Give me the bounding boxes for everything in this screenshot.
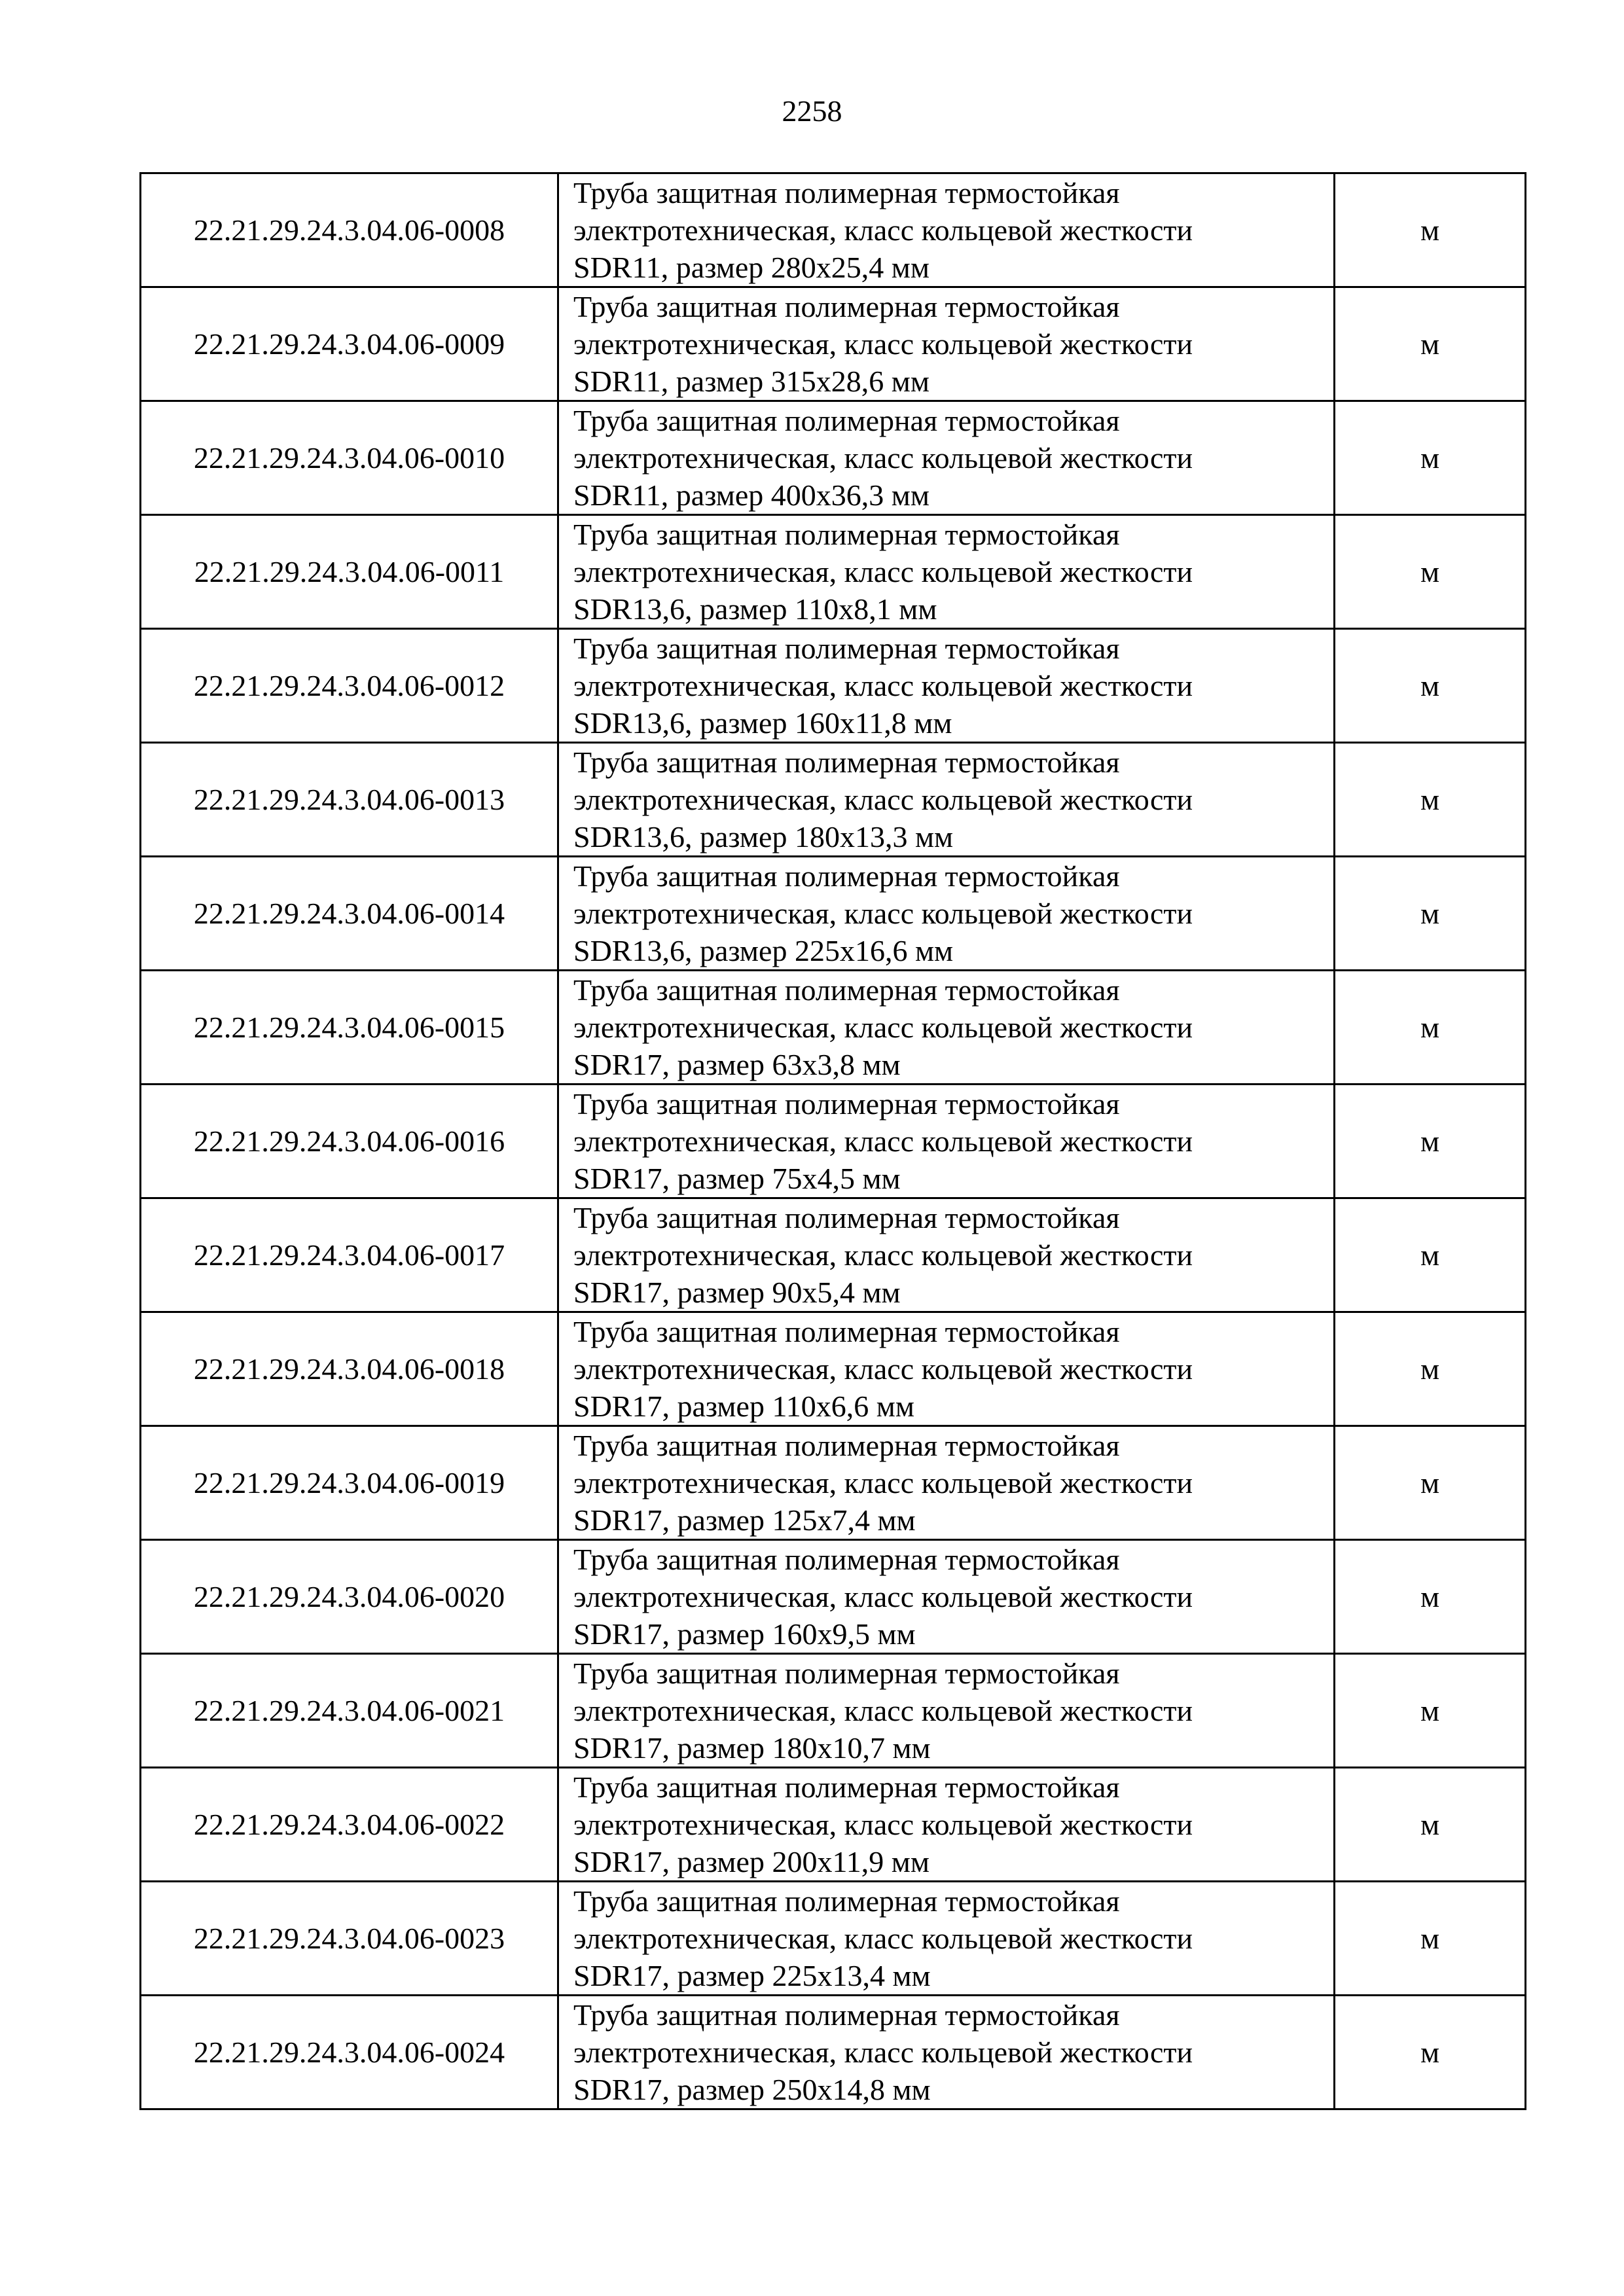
description-line: электротехническая, класс кольцевой жесткости — [573, 555, 1193, 588]
description-line: SDR17, размер 180х10,7 мм — [573, 1731, 931, 1765]
description-line: Труба защитная полимерная термостойкая — [573, 1087, 1120, 1121]
description-line: Труба защитная полимерная термостойкая — [573, 290, 1120, 323]
description-line: SDR11, размер 315х28,6 мм — [573, 365, 929, 398]
table-row — [141, 971, 1526, 1085]
description-line: SDR13,6, размер 160х11,8 мм — [573, 706, 952, 740]
table-row — [141, 1198, 1526, 1312]
row-description — [558, 1426, 1335, 1540]
description-line: SDR17, размер 160х9,5 мм — [573, 1617, 916, 1651]
description-line: Труба защитная полимерная термостойкая — [573, 1315, 1120, 1348]
row-unit: м — [1335, 1654, 1526, 1768]
description-line: SDR17, размер 75х4,5 мм — [573, 1162, 901, 1195]
table-row — [141, 629, 1526, 743]
description-line: SDR17, размер 125х7,4 мм — [573, 1503, 916, 1537]
row-description — [558, 173, 1335, 287]
row-unit: м — [1335, 287, 1526, 401]
table-row — [141, 1654, 1526, 1768]
row-unit: м — [1335, 743, 1526, 857]
row-code: 22.21.29.24.3.04.06-0021 — [141, 1654, 558, 1768]
description-line: SDR17, размер 225х13,4 мм — [573, 1959, 931, 1992]
row-description — [558, 515, 1335, 629]
row-description — [558, 1085, 1335, 1198]
row-unit: м — [1335, 515, 1526, 629]
description-line: SDR17, размер 90х5,4 мм — [573, 1276, 901, 1309]
description-line: электротехническая, класс кольцевой жесткости — [573, 783, 1193, 816]
description-line: Труба защитная полимерная термостойкая — [573, 745, 1120, 779]
row-code: 22.21.29.24.3.04.06-0012 — [141, 629, 558, 743]
table-row — [141, 173, 1526, 287]
row-code: 22.21.29.24.3.04.06-0010 — [141, 401, 558, 515]
description-line: Труба защитная полимерная термостойкая — [573, 1657, 1120, 1690]
row-description — [558, 1768, 1335, 1882]
description-line: SDR13,6, размер 225х16,6 мм — [573, 934, 954, 967]
description-line: SDR17, размер 200х11,9 мм — [573, 1845, 929, 1878]
row-description — [558, 1654, 1335, 1768]
description-line: электротехническая, класс кольцевой жесткости — [573, 213, 1193, 247]
description-line: электротехническая, класс кольцевой жесткости — [573, 1808, 1193, 1841]
description-line: SDR11, размер 400х36,3 мм — [573, 478, 929, 512]
row-code: 22.21.29.24.3.04.06-0016 — [141, 1085, 558, 1198]
description-line: электротехническая, класс кольцевой жесткости — [573, 1124, 1193, 1158]
row-unit: м — [1335, 1085, 1526, 1198]
description-line: SDR13,6, размер 180х13,3 мм — [573, 820, 954, 853]
row-unit: м — [1335, 629, 1526, 743]
description-line: электротехническая, класс кольцевой жесткости — [573, 1466, 1193, 1499]
row-unit: м — [1335, 1996, 1526, 2109]
material-spec-table — [139, 172, 1526, 2110]
row-unit: м — [1335, 1198, 1526, 1312]
table-row — [141, 857, 1526, 971]
table-row — [141, 515, 1526, 629]
row-description — [558, 971, 1335, 1085]
row-code: 22.21.29.24.3.04.06-0022 — [141, 1768, 558, 1882]
row-unit: м — [1335, 1882, 1526, 1996]
row-code: 22.21.29.24.3.04.06-0015 — [141, 971, 558, 1085]
row-description — [558, 629, 1335, 743]
description-line: Труба защитная полимерная термостойкая — [573, 1998, 1120, 2032]
table-row — [141, 1540, 1526, 1654]
table-body — [141, 173, 1526, 2109]
row-description — [558, 1198, 1335, 1312]
description-line: SDR17, размер 63х3,8 мм — [573, 1048, 901, 1081]
description-line: SDR13,6, размер 110х8,1 мм — [573, 592, 937, 626]
row-code: 22.21.29.24.3.04.06-0014 — [141, 857, 558, 971]
description-line: Труба защитная полимерная термостойкая — [573, 176, 1120, 209]
table-row — [141, 1312, 1526, 1426]
page-number: 2258 — [782, 94, 842, 128]
row-unit: м — [1335, 173, 1526, 287]
row-code: 22.21.29.24.3.04.06-0020 — [141, 1540, 558, 1654]
row-unit: м — [1335, 1768, 1526, 1882]
description-line: электротехническая, класс кольцевой жесткости — [573, 441, 1193, 475]
row-code: 22.21.29.24.3.04.06-0017 — [141, 1198, 558, 1312]
description-line: электротехническая, класс кольцевой жесткости — [573, 897, 1193, 930]
description-line: SDR17, размер 110х6,6 мм — [573, 1390, 914, 1423]
description-line: SDR11, размер 280х25,4 мм — [573, 251, 929, 284]
description-line: электротехническая, класс кольцевой жесткости — [573, 327, 1193, 361]
table-row — [141, 1426, 1526, 1540]
table-row — [141, 1768, 1526, 1882]
description-line: SDR17, размер 250х14,8 мм — [573, 2073, 931, 2106]
row-code: 22.21.29.24.3.04.06-0019 — [141, 1426, 558, 1540]
description-line: Труба защитная полимерная термостойкая — [573, 1201, 1120, 1234]
description-line: Труба защитная полимерная термостойкая — [573, 404, 1120, 437]
description-line: Труба защитная полимерная термостойкая — [573, 973, 1120, 1007]
row-code: 22.21.29.24.3.04.06-0008 — [141, 173, 558, 287]
description-line: электротехническая, класс кольцевой жесткости — [573, 1580, 1193, 1613]
row-description — [558, 743, 1335, 857]
row-description — [558, 1996, 1335, 2109]
row-unit: м — [1335, 857, 1526, 971]
description-line: электротехническая, класс кольцевой жесткости — [573, 1238, 1193, 1272]
description-line: Труба защитная полимерная термостойкая — [573, 1543, 1120, 1576]
row-code: 22.21.29.24.3.04.06-0011 — [141, 515, 558, 629]
row-unit: м — [1335, 1540, 1526, 1654]
row-code: 22.21.29.24.3.04.06-0013 — [141, 743, 558, 857]
description-line: электротехническая, класс кольцевой жесткости — [573, 1011, 1193, 1044]
description-line: электротехническая, класс кольцевой жесткости — [573, 669, 1193, 702]
description-line: электротехническая, класс кольцевой жесткости — [573, 2036, 1193, 2069]
description-line: Труба защитная полимерная термостойкая — [573, 632, 1120, 665]
table-row — [141, 287, 1526, 401]
description-line: Труба защитная полимерная термостойкая — [573, 518, 1120, 551]
row-description — [558, 1540, 1335, 1654]
row-description — [558, 287, 1335, 401]
row-code: 22.21.29.24.3.04.06-0024 — [141, 1996, 558, 2109]
row-code: 22.21.29.24.3.04.06-0023 — [141, 1882, 558, 1996]
row-code: 22.21.29.24.3.04.06-0009 — [141, 287, 558, 401]
row-unit: м — [1335, 1312, 1526, 1426]
description-line: Труба защитная полимерная термостойкая — [573, 1429, 1120, 1462]
row-description — [558, 1882, 1335, 1996]
table-row — [141, 401, 1526, 515]
table-row — [141, 1996, 1526, 2109]
row-description — [558, 401, 1335, 515]
row-unit: м — [1335, 971, 1526, 1085]
description-line: Труба защитная полимерная термостойкая — [573, 1770, 1120, 1804]
table-row — [141, 743, 1526, 857]
row-code: 22.21.29.24.3.04.06-0018 — [141, 1312, 558, 1426]
description-line: электротехническая, класс кольцевой жесткости — [573, 1922, 1193, 1955]
row-unit: м — [1335, 401, 1526, 515]
description-line: Труба защитная полимерная термостойкая — [573, 859, 1120, 893]
description-line: электротехническая, класс кольцевой жесткости — [573, 1694, 1193, 1727]
row-description — [558, 1312, 1335, 1426]
table-row — [141, 1882, 1526, 1996]
description-line: Труба защитная полимерная термостойкая — [573, 1884, 1120, 1918]
row-description — [558, 857, 1335, 971]
row-unit: м — [1335, 1426, 1526, 1540]
description-line: электротехническая, класс кольцевой жесткости — [573, 1352, 1193, 1386]
table-row — [141, 1085, 1526, 1198]
